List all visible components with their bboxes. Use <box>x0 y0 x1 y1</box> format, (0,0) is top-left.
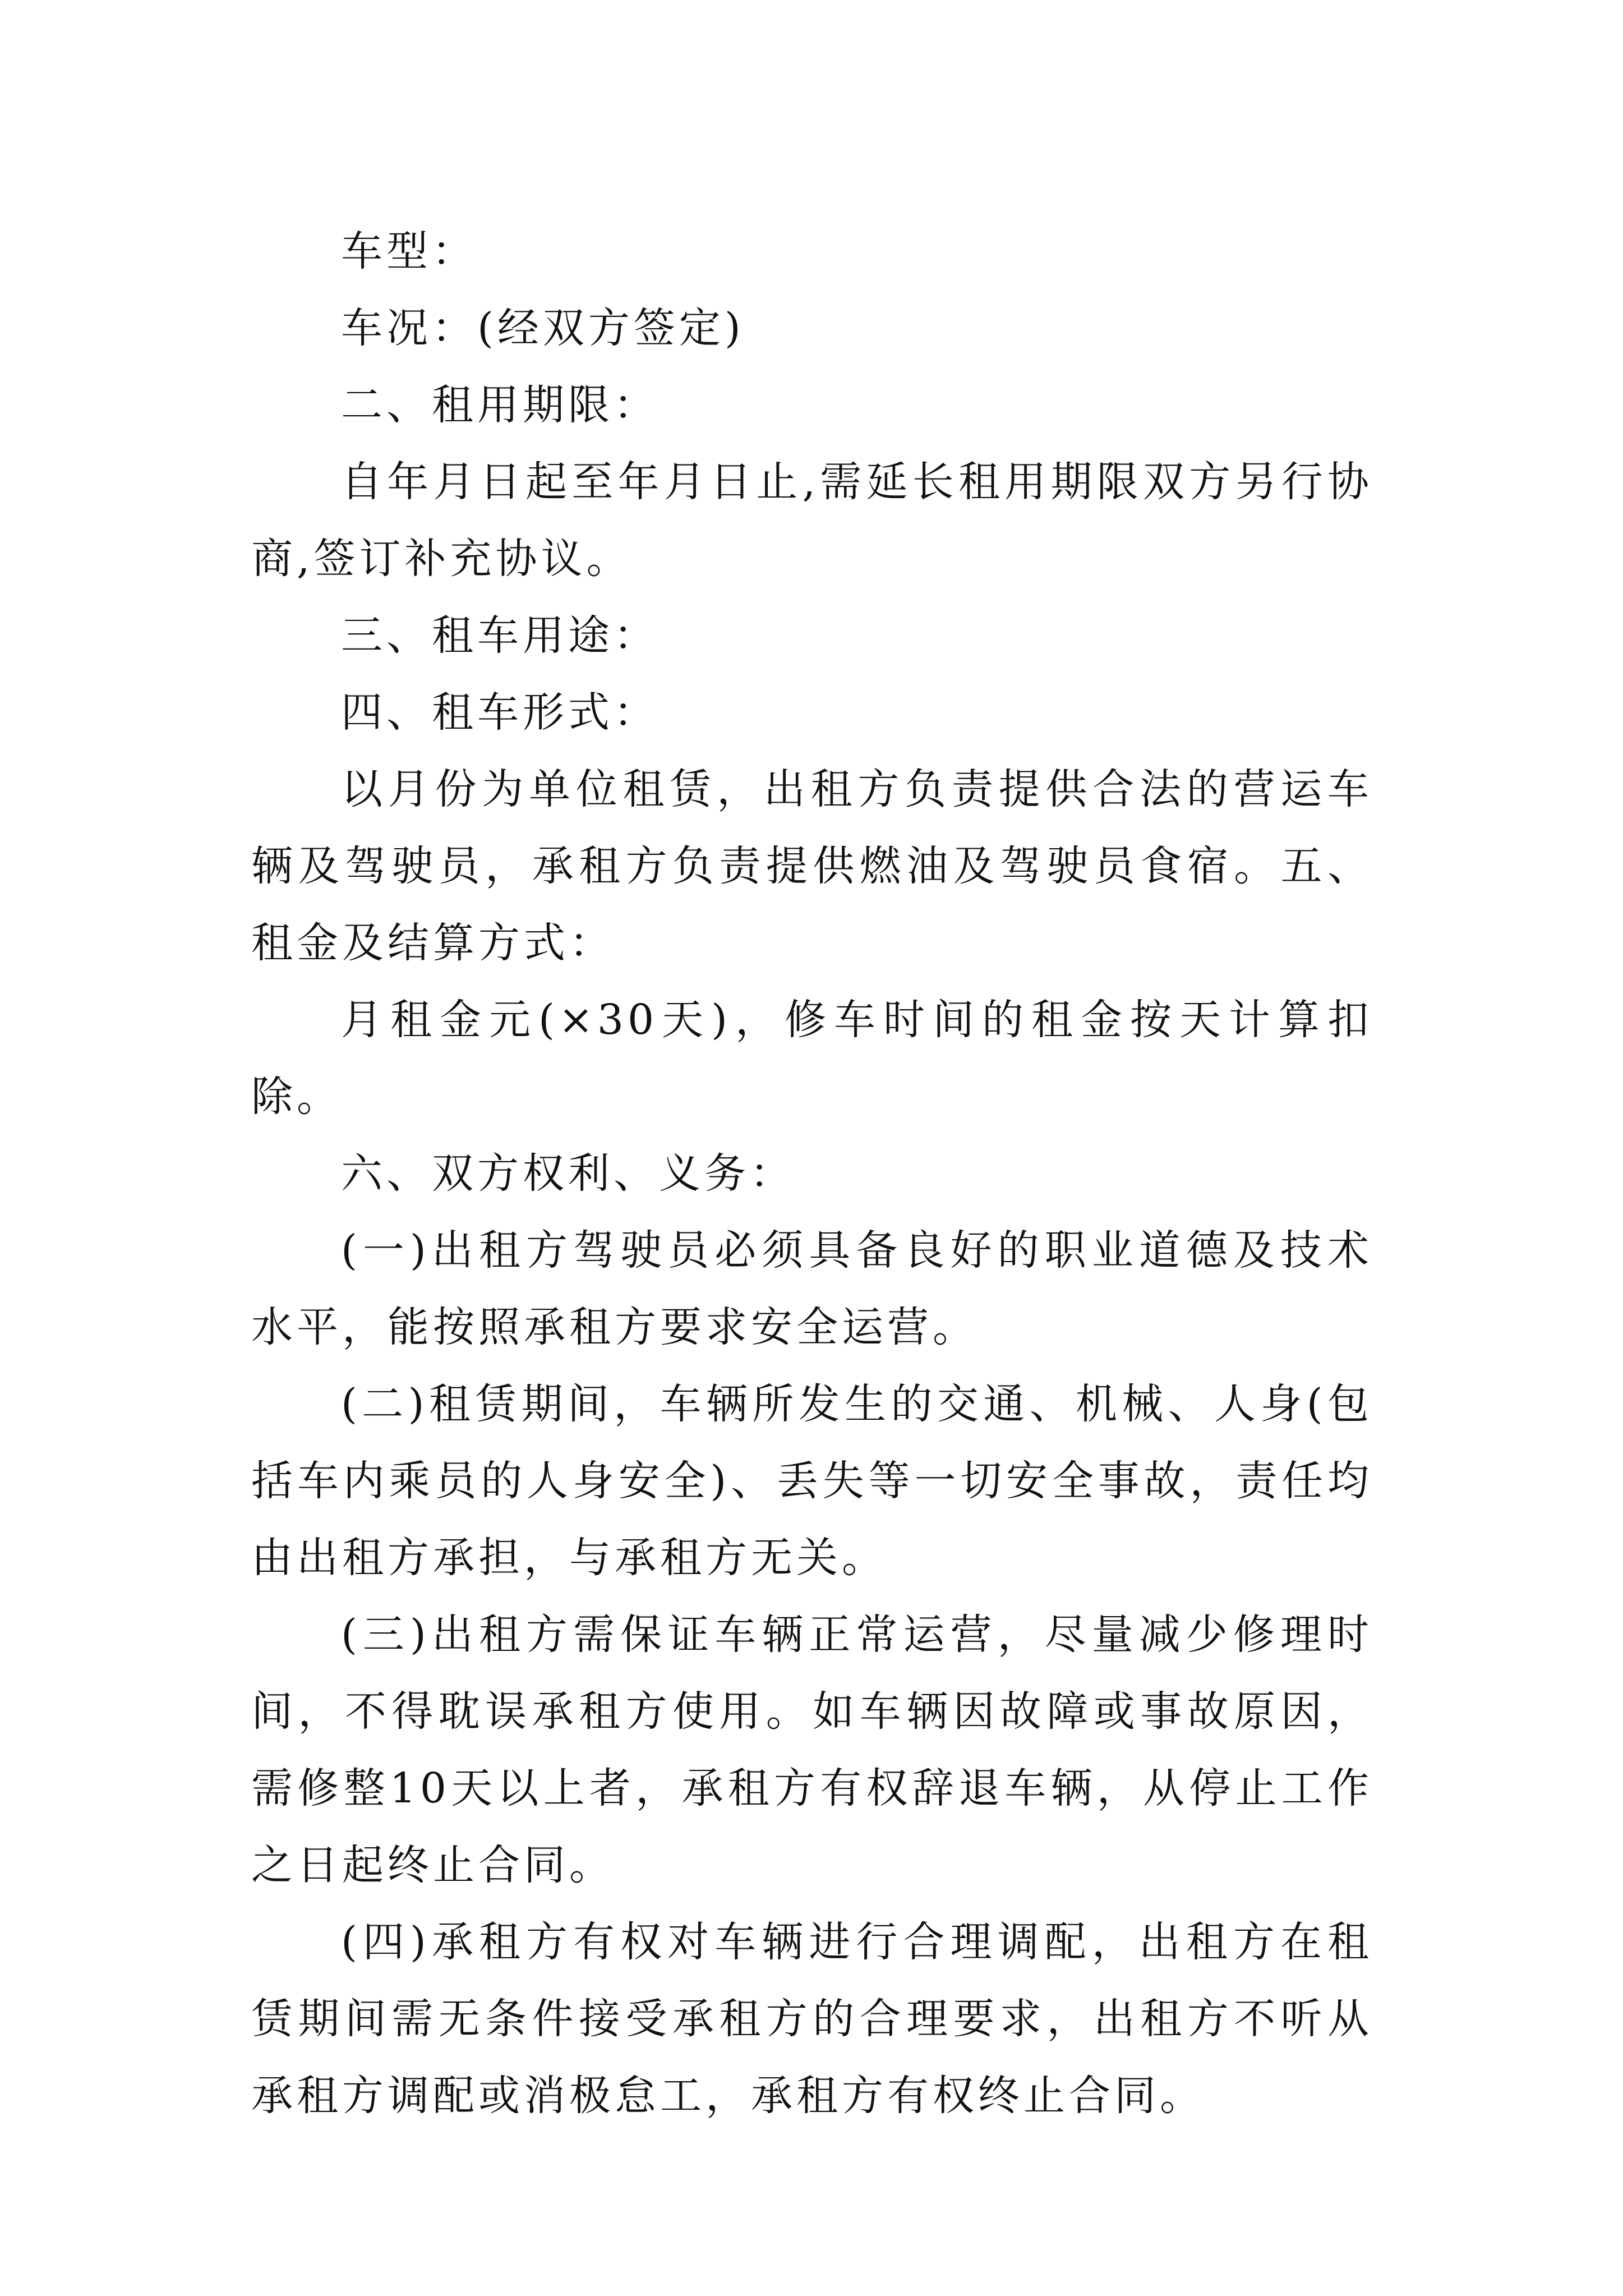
heading-rights-obligations: 六、双方权利、义务： <box>341 1149 795 1198</box>
paragraph-clause-1: (一)出租方驾驶员必须具备良好的职业道德及技术水平，能按照承租方要求安全运营。 <box>251 1226 1373 1351</box>
paragraph-clause-3: (三)出租方需保证车辆正常运营，尽量减少修理时间，不得耽误承租方使用。如车辆因故障或事故原因，需修整10天以上者，承租方有权辞退车辆，从停止工作之日起终止合同。 <box>251 1611 1373 1889</box>
heading-rental-purpose: 三、租车用途： <box>341 611 659 660</box>
document-body <box>251 213 1373 2134</box>
paragraph-car-model: 车型： <box>341 227 477 275</box>
heading-rental-period: 二、租用期限： <box>341 381 659 429</box>
paragraph-rental-form: 以月份为单位租赁，出租方负责提供合法的营运车辆及驾驶员，承租方负责提供燃油及驾驶员食宿。五、租金及结算方式： <box>251 765 1373 967</box>
paragraph-monthly-rent: 月租金元(×30天)，修车时间的租金按天计算扣除。 <box>251 996 1373 1121</box>
heading-rental-form: 四、租车形式： <box>341 688 659 737</box>
paragraph-car-condition: 车况：(经双方签定) <box>341 304 745 352</box>
paragraph-clause-4: (四)承租方有权对车辆进行合理调配，出租方在租赁期间需无条件接受承租方的合理要求，出租方不听从承租方调配或消极怠工，承租方有权终止合同。 <box>251 1918 1373 2120</box>
paragraph-clause-2: (二)租赁期间，车辆所发生的交通、机械、人身(包括车内乘员的人身安全)、丢失等一切安全事故，责任均由出租方承担，与承租方无关。 <box>251 1380 1373 1582</box>
paragraph-rental-period: 自年月日起至年月日止,需延长租用期限双方另行协商,签订补充协议。 <box>251 458 1373 583</box>
